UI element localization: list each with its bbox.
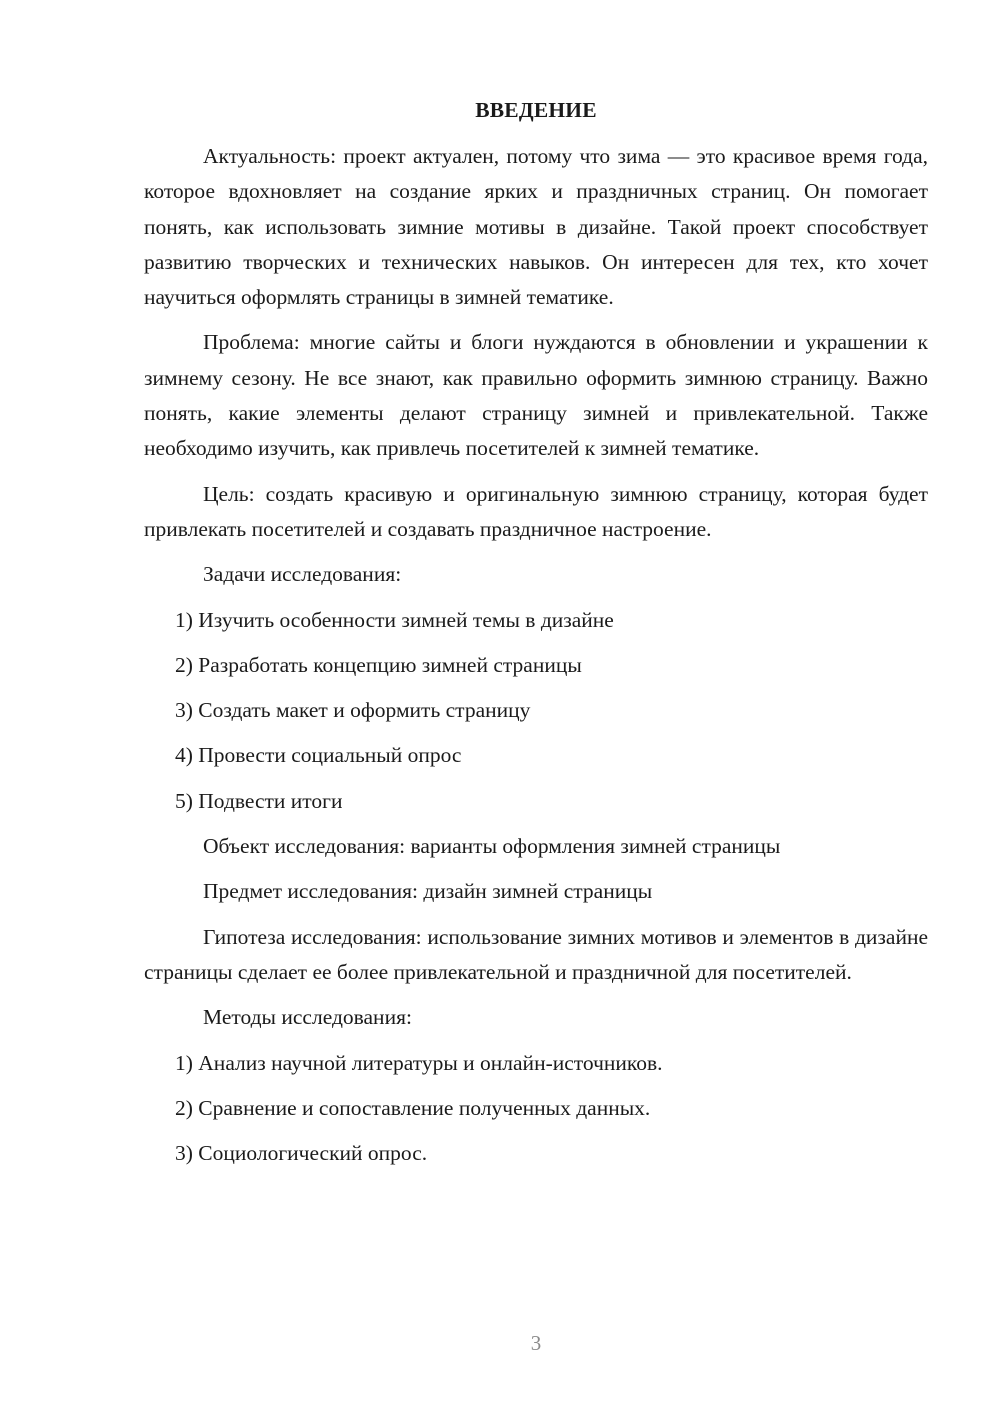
hypothesis-paragraph: Гипотеза исследования: использование зимних мотивов и элементов в дизайне страницы сделает ее более привлекательной и праздничной для посетителей. [144, 924, 928, 984]
task-item: 2) Разработать концепцию зимней страницы [175, 652, 582, 677]
section-title: ВВЕДЕНИЕ [475, 98, 597, 122]
method-item: 3) Социологический опрос. [175, 1141, 428, 1166]
problem-paragraph: Проблема: многие сайты и блоги нуждаются в обновлении и украшении к зимнему сезону. Не все знают, как правильно оформить зимнюю страницу. Важно понять, какие элементы делают страницу зимней и привлекательной. Также необходимо изучить, как привлечь посетителей к зимней тематике. [144, 330, 928, 461]
object-paragraph: Объект исследования: варианты оформления зимней страницы [203, 834, 781, 859]
methods-heading: Методы исследования: [203, 1005, 412, 1030]
task-item: 5) Подвести итоги [175, 788, 343, 813]
task-item: 4) Провести социальный опрос [175, 743, 462, 768]
page-number: 3 [530, 1331, 542, 1355]
goal-paragraph: Цель: создать красивую и оригинальную зимнюю страницу, которая будет привлекать посетителей и создавать праздничное настроение. [144, 481, 928, 541]
relevance-paragraph: Актуальность: проект актуален, потому что зима — это красивое время года, которое вдохновляет на создание ярких и праздничных страниц. Он помогает понять, как использовать зимние мотивы в дизайне. Такой проект способствует развитию творческих и технических навыков. Он интересен для тех, кто хочет научиться оформлять страницы в зимней тематике. [144, 144, 928, 310]
tasks-heading: Задачи исследования: [203, 562, 402, 587]
task-item: 1) Изучить особенности зимней темы в дизайне [175, 607, 614, 632]
task-item: 3) Создать макет и оформить страницу [175, 698, 531, 723]
document-page [144, 95, 928, 1181]
subject-paragraph: Предмет исследования: дизайн зимней страницы [203, 879, 653, 904]
method-item: 2) Сравнение и сопоставление полученных данных. [175, 1095, 651, 1120]
method-item: 1) Анализ научной литературы и онлайн-источников. [175, 1050, 663, 1075]
